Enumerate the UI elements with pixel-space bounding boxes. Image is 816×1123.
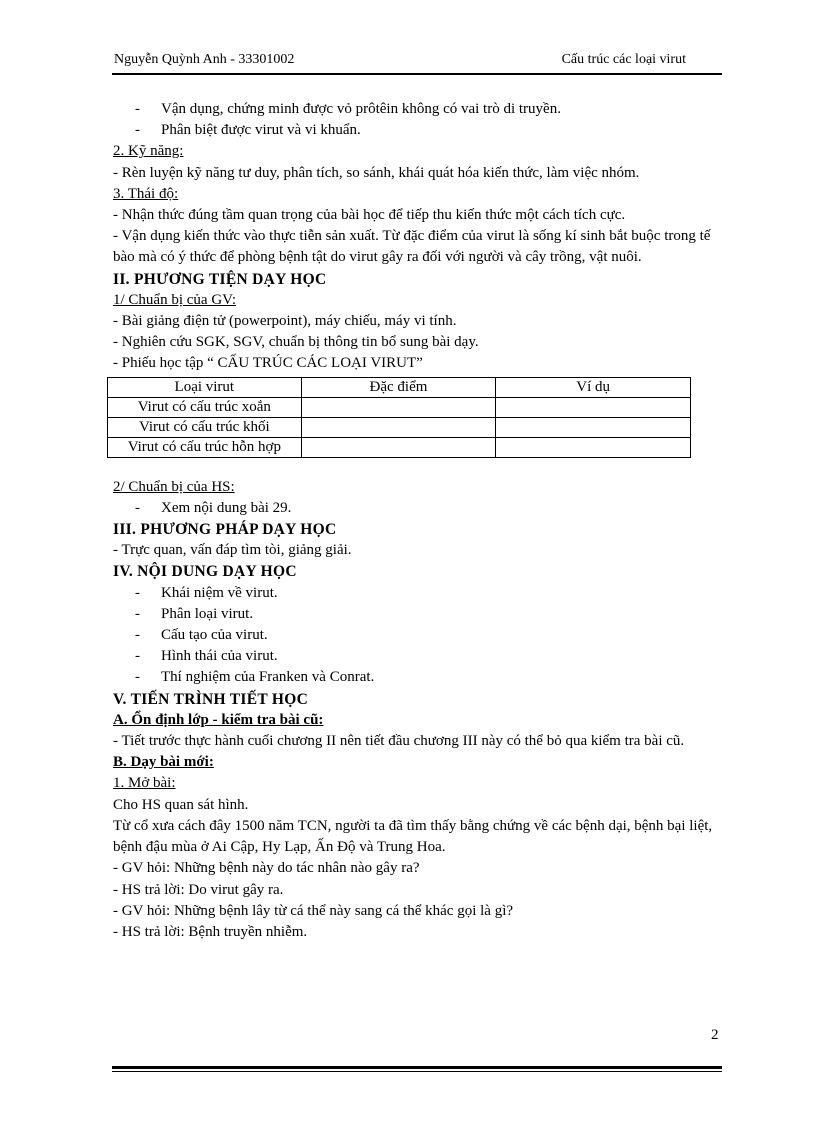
table-cell	[496, 437, 691, 457]
attitude-line-1: - Nhận thức đúng tầm quan trọng của bài học để tiếp thu kiến thức một cách tích cực.	[113, 207, 626, 224]
part-a-heading: A. Ổn định lớp - kiểm tra bài cũ:	[113, 711, 324, 728]
list-item: - Hình thái của virut.	[135, 648, 278, 665]
section-5-heading: V. TIẾN TRÌNH TIẾT HỌC	[113, 690, 309, 708]
opening-heading: 1. Mở bài:	[113, 775, 176, 792]
footer-rule-thin	[112, 1071, 722, 1072]
part-a-text: - Tiết trước thực hành cuối chương II nên tiết đầu chương III này có thể bỏ qua kiểm tra bài cũ.	[113, 733, 685, 750]
gv-item: - Bài giảng điện tử (powerpoint), máy chiếu, máy vi tính.	[113, 313, 457, 330]
table-header-row	[108, 377, 691, 397]
section-3-text: - Trực quan, vấn đáp tìm tòi, giảng giải.	[113, 542, 352, 559]
list-item: - Cấu tạo của virut.	[135, 627, 268, 644]
body-line: Cho HS quan sát hình.	[113, 796, 249, 813]
page-body	[113, 99, 719, 943]
list-item: - Thí nghiệm của Franken và Conrat.	[135, 669, 375, 686]
section-3-heading: III. PHƯƠNG PHÁP DẠY HỌC	[113, 521, 337, 539]
body-line: - HS trả lời: Do virut gây ra.	[113, 881, 284, 898]
section-2-heading: II. PHƯƠNG TIỆN DẠY HỌC	[113, 270, 327, 288]
worksheet-table	[107, 377, 691, 458]
column-header: Ví dụ	[496, 377, 691, 397]
body-line: - GV hỏi: Những bệnh này do tác nhân nào gây ra?	[113, 860, 420, 877]
list-item: - Phân biệt được virut và vi khuẩn.	[135, 122, 361, 139]
table-cell: Virut có cấu trúc hỗn hợp	[108, 437, 302, 457]
section-4-heading: IV. NỘI DUNG DẠY HỌC	[113, 563, 297, 581]
table-cell	[496, 417, 691, 437]
attitude-line-2: - Vận dụng kiến thức vào thực tiễn sản xuất. Từ đặc điểm của virut là sống kí sinh bắt buộc trong tế bào mà có ý thức để phòng bệnh tật do virut gây ra đối với người và cây trồng, vật nuôi.	[113, 228, 711, 266]
page-header	[112, 52, 722, 72]
list-item: - Xem nội dung bài 29.	[135, 499, 292, 516]
skills-text: - Rèn luyện kỹ năng tư duy, phân tích, so sánh, khái quát hóa kiến thức, làm việc nhóm.	[113, 164, 640, 181]
list-item: - Phân loại virut.	[135, 605, 254, 622]
table-cell: Virut có cấu trúc khối	[108, 417, 302, 437]
table-row	[108, 417, 691, 437]
page-number: 2	[711, 1027, 719, 1043]
hs-prep-heading: 2/ Chuẩn bị của HS:	[113, 478, 235, 495]
gv-item: - Phiếu học tập “ CẤU TRÚC CÁC LOẠI VIRUT”	[113, 355, 423, 372]
gv-item: - Nghiên cứu SGK, SGV, chuẩn bị thông tin bổ sung bài dạy.	[113, 334, 479, 351]
spacer	[113, 458, 719, 477]
header-title: Cấu trúc các loại virut	[561, 52, 686, 67]
header-author: Nguyễn Quỳnh Anh - 33301002	[114, 52, 295, 67]
skills-heading: 2. Kỹ năng:	[113, 143, 184, 160]
body-line: Từ cổ xưa cách đây 1500 năm TCN, người ta đã tìm thấy bằng chứng về các bệnh dại, bệnh bại liệt, bệnh đậu mùa ở Ai Cập, Hy Lạp, Ấn Độ và Trung Hoa.	[113, 817, 713, 856]
column-header: Đặc điểm	[301, 377, 496, 397]
gv-prep-heading: 1/ Chuẩn bị của GV:	[113, 291, 237, 308]
list-item: - Khái niệm về virut.	[135, 584, 278, 601]
part-b-heading: B. Dạy bài mới:	[113, 754, 214, 771]
column-header: Loại virut	[108, 377, 302, 397]
body-line: - HS trả lời: Bệnh truyền nhiễm.	[113, 923, 308, 940]
header-rule	[112, 73, 722, 75]
table-cell	[496, 397, 691, 417]
list-item: - Vận dụng, chứng minh được vỏ prôtêin không có vai trò di truyền.	[135, 101, 561, 117]
table-cell	[301, 437, 496, 457]
table-cell: Virut có cấu trúc xoắn	[108, 397, 302, 417]
body-line: - GV hỏi: Những bệnh lây từ cá thể này sang cá thể khác gọi là gì?	[113, 902, 514, 919]
table-cell	[301, 417, 496, 437]
attitude-heading: 3. Thái độ:	[113, 185, 179, 202]
table-cell	[301, 397, 496, 417]
table-row	[108, 437, 691, 457]
table-row	[108, 397, 691, 417]
footer-rule-thick	[112, 1066, 722, 1069]
